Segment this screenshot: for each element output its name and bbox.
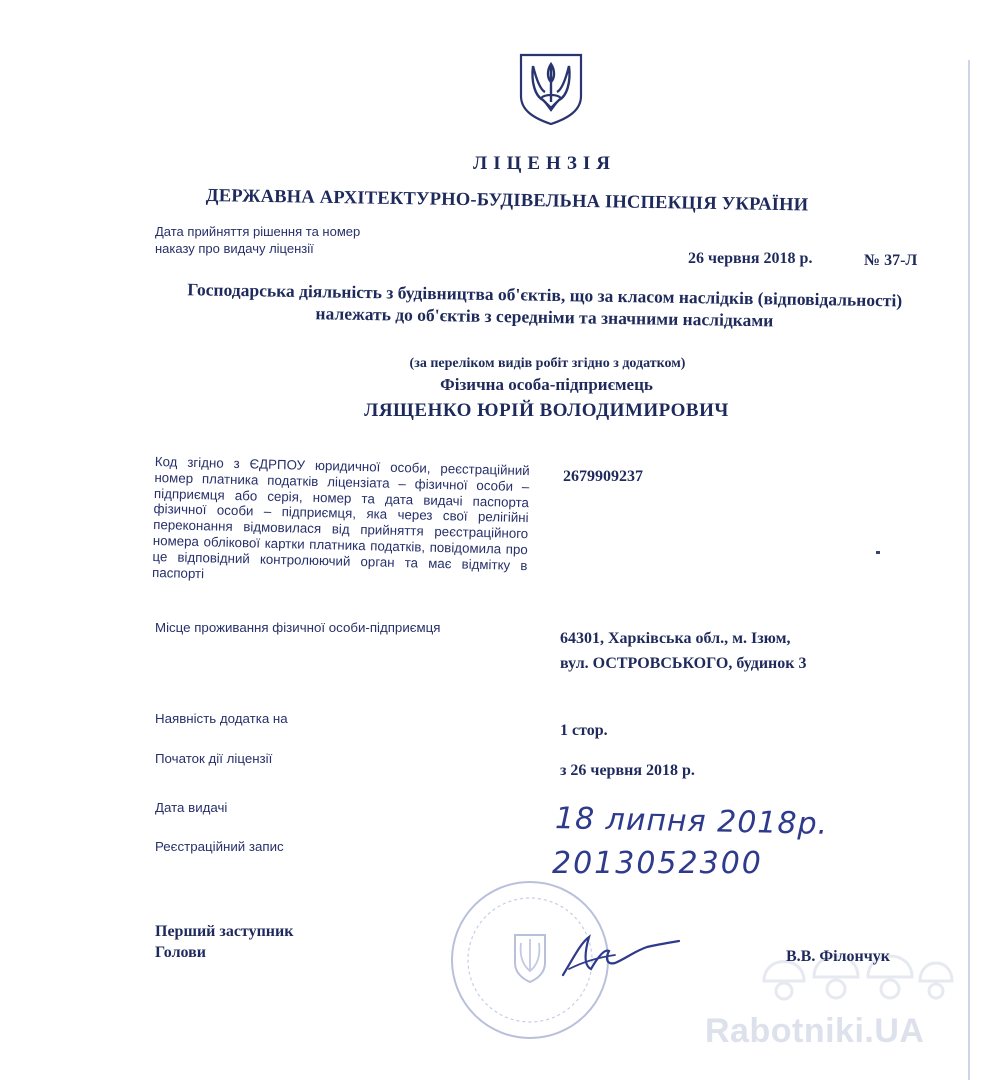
signatory-position: Перший заступник [155,923,294,940]
registration-number-handwritten: 2013052300 [552,846,763,881]
residence-address-line1: 64301, Харківська обл., м. Ізюм, [560,630,791,647]
appendix-label: Наявність додатка на [155,711,288,726]
scan-speck [876,551,880,554]
decision-number: № 37-Л [864,252,918,269]
issue-date-handwritten: 18 липня 2018р. [554,801,829,842]
coat-of-arms-icon [517,52,585,126]
activity-scope: (за переліком видів робіт згідно з додатком) [409,356,686,371]
site-watermark: Rabotniki.UA [705,1012,925,1050]
decision-label: Дата прийняття рішення та номер [155,224,361,239]
helmets-watermark-icon [756,935,956,1005]
document-title: ЛІЦЕНЗІЯ [473,153,616,174]
page-edge [968,60,970,1080]
tax-code-value: 2679909237 [563,468,643,485]
licensee-name: ЛЯЩЕНКО ЮРІЙ ВОЛОДИМИРОВИЧ [364,400,729,421]
residence-address-line2: вул. ОСТРОВСЬКОГО, будинок 3 [560,655,807,672]
license-start-label: Початок дії ліцензії [155,751,273,766]
signatory-name: В.В. Філончук [786,948,890,965]
licensee-type: Фізична особа-підприємець [440,375,653,394]
handwritten-signature [555,925,685,985]
license-start-value: з 26 червня 2018 р. [560,762,695,779]
licensed-activity: Господарська діяльність з будівництва об'єктів, що за класом наслідків (відповідальності) належать до об'єктів з середніми та значними наслідками [187,279,903,331]
appendix-value: 1 стор. [560,722,608,739]
issue-date-label: Дата видачі [155,800,228,815]
issuing-authority: ДЕРЖАВНА АРХІТЕКТУРНО-БУДІВЕЛЬНА ІНСПЕКЦІЯ УКРАЇНИ [205,186,809,216]
decision-label-cont: наказу про видачу ліцензії [155,241,314,256]
residence-label: Місце проживання фізичної особи-підприємця [155,620,441,635]
registration-label: Реєстраційний запис [155,839,284,854]
tax-code-label: Код згідно з ЄДРПОУ юридичної особи, реєстраційний номер платника податків ліцензіата – фізичної особи – підприємця або серія, номер та дата видачі паспорта фізичної особи – підприємця, яка через свої релігійні переконання відмовилася від прийняття реєстраційного номера облікової картки платника податків, повідомила про це відповідний контролюючий орган та має відмітку в паспорті [151,454,530,581]
decision-date: 26 червня 2018 р. [688,250,813,267]
signatory-position-cont: Голови [155,944,206,961]
